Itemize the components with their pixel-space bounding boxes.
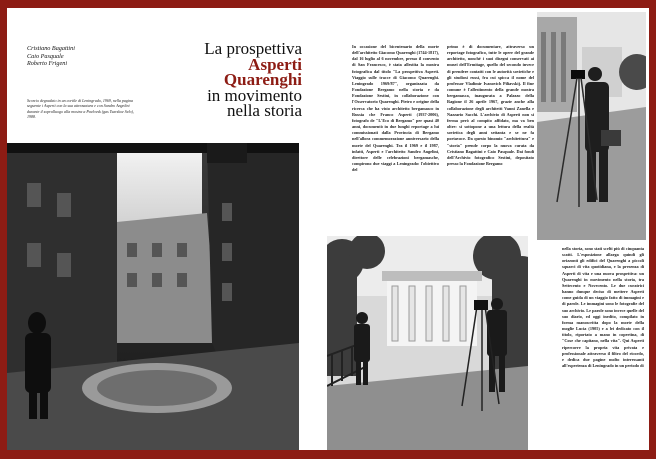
title-line: nella storia	[226, 101, 302, 120]
title-line-accent: Quarenghi	[223, 70, 302, 89]
photo-caption: Scorcio degradato in un cortile di Leningrado, 1969, nella pagina seguente i Asperti con la sua attrezzatura e con Sandro Angelini durante il sopralluogo alla mostra a Pavlovsk (gas Tsarskoe Selo), 1988.	[27, 98, 134, 119]
courtyard-leningrad-photo	[7, 143, 299, 450]
article-title	[157, 41, 302, 119]
article-column-2: primo è di documentare, attraverso un reportage fotografico, tutte le opere del grande architetto, nonché i suoi disegni conservati ai musei dell'Ermitage, quello del secondo invece di prendere contatti con le autorità sovietiche e gli studiosi russi, fra cui spicca il nome del professor Vladimir Ivanovich Piliavskij. Il fine comune è l'allestimento della grande mostra bergamasca, inaugurata a Palazzo della Ragione il 26 aprile 1967, grazie anche alla collaborazione degli architetti Vanni Zanella e Nazzario Sacchi. L'archivio di Asperti non si ferma però al compito affidato, ma va ben oltre: si sottopone a una lettura della realtà sovietica degli anni settanta e se ne fa portavoce. Da questo binomio "architettura" e "storia" prende corpo la nuova curata da Cristiano Bagattini e Caio Pasquale. Dai fondi dell'Archivio fotografico Sestini, depositato presso la Fondazione Bergamo	[447, 44, 534, 166]
rotunda-colonnade-photo	[327, 236, 528, 450]
authors-list	[27, 45, 147, 68]
magazine-spread	[7, 8, 649, 450]
photographer-portrait-photo	[537, 12, 646, 240]
title-line: in movimento	[207, 85, 302, 105]
title-line-accent: Asperti	[248, 54, 302, 74]
article-column-1: In occasione del bicentenario della morte dell'architetto Giacomo Quarenghi (1744-1817), dal 16 luglio al 6 novembre, presso il convento di San Francesco, è stata allestita la mostra fotografica dal titolo "La prospettiva Asperti. Viaggio sulle tracce di Giacomo Quarenghi. Leningrado 1969/87", organizzata da Fondazione Bergamo nella storia e da Fondazione Sestini, in collaborazione con l'Osservatorio Quarenghi. Pietro e origine della ricerca che ha visto architetto bergamasco in Russia che Franco Asperti (1937-2006), fotografo de "L'Eco di Bergamo" per quasi 40 anni, documentò in due lunghi reportage a lui commissionati dalla Provincia di Bergamo nell'allora commemorazione anniversario della morte del Quarenghi. Tra il 1969 e il 1987, infatti, Asperti e l'architetto Sandro Angelini, direttore delle celebrazioni bergamasche, compirono due viaggi a Leningrado: l'obiettivo del	[352, 44, 439, 173]
author-name: Caio Pasquale	[27, 52, 64, 60]
author-name: Roberto Frigeni	[27, 60, 68, 68]
article-column-3: nella storia, sono stati scelti più di cinquanta scatti. L'esposizione allarga quindi gli orizzonti gli edifici del Quarenghi a piccoli squarci di vita quotidiana, e la presenza di Asperti di vita e una nuova prospettiva: un Quarenghi in movimento nella storia, tra Settecento e Novecento. Le due curatrici hanno dunque deciso di mettere Asperti come guida di un viaggio fatto di immagini e di parole. Le immagini sono le fotografie del suo archivio. Le parole sono invece quelle del suo diario, ed oggi inedito, compilato in forma manoscritta dopo la morte della moglie Lucia (1905) e a lei dedicato con il titolo, riportato a mano in copertina, di "Cose che capitano, nella vita". Qui Asperti ripercorre la propria vita privata e professionale attraverso il filtro del ricordo, e dedica due pagine molto interessanti all'esperienza di Leningrado in un periodo di	[562, 246, 644, 368]
author-name: Cristiano Bagattini	[27, 45, 75, 52]
title-line: La prospettiva	[204, 39, 302, 58]
